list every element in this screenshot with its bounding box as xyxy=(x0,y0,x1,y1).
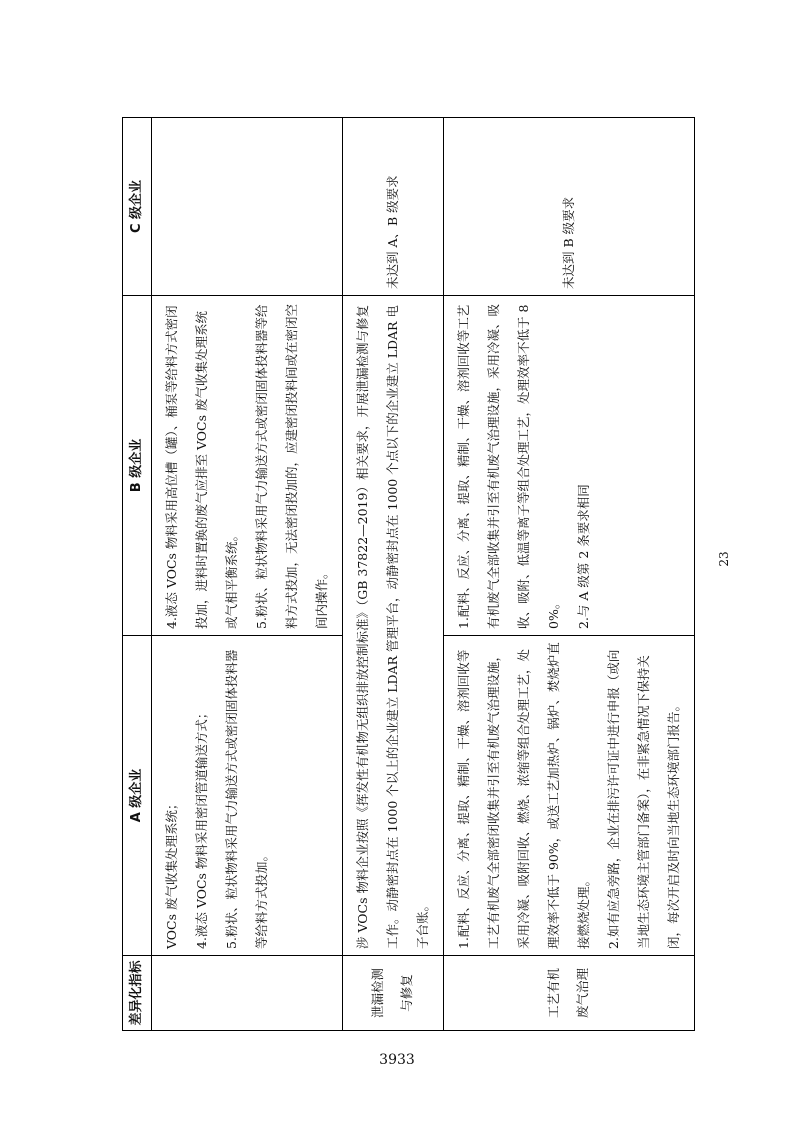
row3-indicator: 工艺有机废气治理 xyxy=(444,956,695,1031)
header-row xyxy=(123,118,152,1031)
row1-a-item: VOCs 废气收集处理系统； xyxy=(164,797,179,949)
row3-a-item: 2.如有应急旁路，企业在排污许可证中进行申报（或向当地生态环境主管部门备案），在非紧急情况下保持关闭，每次开启及时向当地生态环境部门报告。 xyxy=(606,649,681,949)
row2-grade-c: 未达到 A、B 级要求 xyxy=(343,118,444,296)
row1-grade-a xyxy=(152,636,343,956)
row1-indicator xyxy=(152,956,343,1031)
table-row xyxy=(444,118,695,1031)
table-row xyxy=(152,118,343,1031)
row3-grade-a xyxy=(444,636,695,956)
row1-grade-c xyxy=(152,118,343,296)
row3-b-item: 2.与 A 级第 2 条要求相同 xyxy=(576,484,591,629)
differentiation-table xyxy=(122,117,695,1031)
row1-b-item: 5.粉状、粒状物料采用气力输送方式或密闭固体投料器等给料方式投加，无法密闭投加的，应建密闭投料间或在密闭空间内操作。 xyxy=(254,303,329,629)
table-row xyxy=(343,118,444,1031)
header-grade-c: C 级企业 xyxy=(123,118,152,296)
rotated-page-number: 23 xyxy=(717,551,731,567)
row2-grade-ab: 涉 VOCs 物料企业按照《挥发性有机物无组织排放控制标准》（GB 37822—2019）相关要求，开展泄漏检测与修复工作。动静密封点在 1000 个以上的企业建立 LDAR 管理平台，动静密封点在 1000 个点以下的企业建立 LDAR 电子台账。 xyxy=(343,296,444,956)
row1-grade-b xyxy=(152,296,343,636)
row2-indicator: 泄漏检测与修复 xyxy=(343,956,444,1031)
header-grade-a: A 级企业 xyxy=(123,636,152,956)
row1-a-item: 4.液态 VOCs 物料采用密闭管道输送方式； xyxy=(194,706,209,949)
row1-a-item: 5.粉状、粒状物料采用气力输送方式或密闭固体投料器等给料方式投加。 xyxy=(224,649,269,949)
row3-grade-c: 未达到 B 级要求 xyxy=(444,118,695,296)
row3-b-item: 1.配料、反应、分离、提取、精制、干燥、溶剂回收等工艺有机废气全部收集并引至有机废气治理设施，采用冷凝、吸收、吸附、低温等离子等组合处理工艺，处理效率不低于 80%。 xyxy=(456,303,561,629)
row3-grade-b xyxy=(444,296,695,636)
row3-a-item: 1.配料、反应、分离、提取、精制、干燥、溶剂回收等工艺有机废气全部密闭收集并引至有机废气治理设施，采用冷凝、吸附回收、燃烧、浓缩等组合处理工艺，处理效率不低于 90%，或送工艺加热炉、锅炉、焚烧炉直接燃烧处理。 xyxy=(456,642,591,949)
header-grade-b: B 级企业 xyxy=(123,296,152,636)
bottom-page-number: 3933 xyxy=(379,1052,415,1068)
row1-b-item: 4.液态 VOCs 物料采用高位槽（罐）、桶泵等给料方式密闭投加，进料时置换的废气应排至 VOCs 废气收集处理系统或气相平衡系统。 xyxy=(164,305,239,629)
rotated-table-container xyxy=(122,118,681,1031)
header-indicator: 差异化指标 xyxy=(123,956,152,1031)
